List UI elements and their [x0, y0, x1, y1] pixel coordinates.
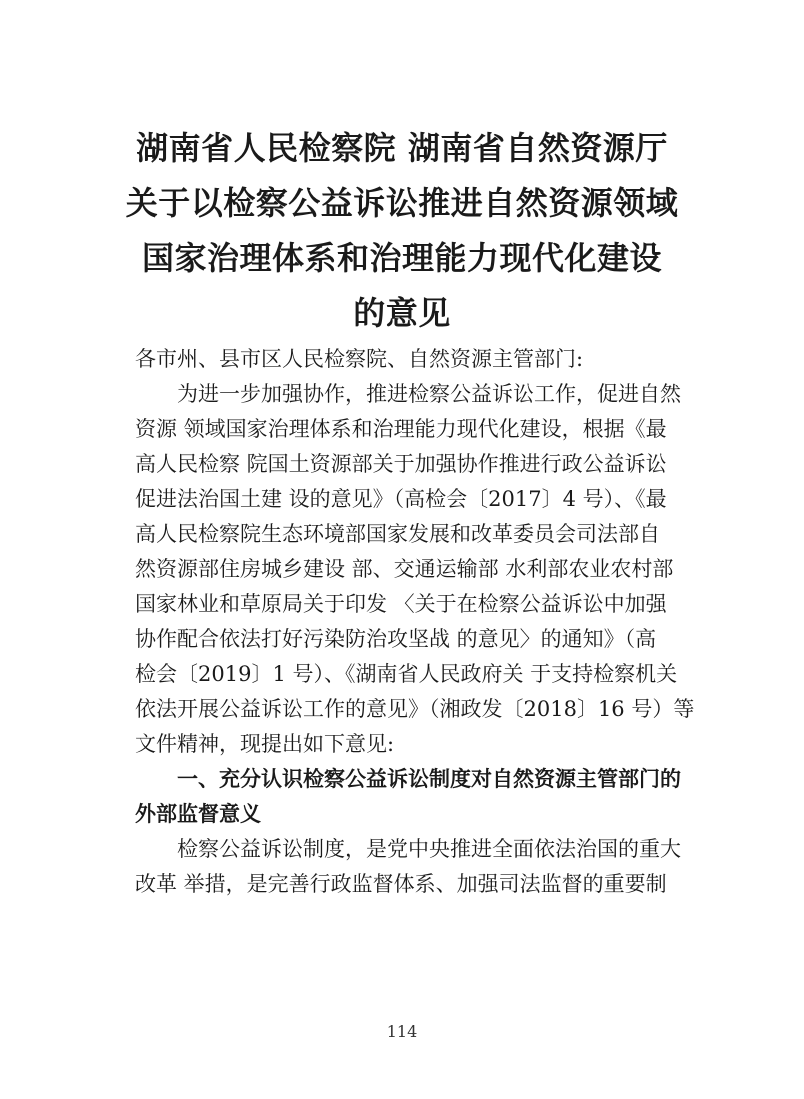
paragraph-line: 检会〔2019〕1 号）、《湖南省人民政府关 于支持检察机关	[135, 662, 678, 686]
heading-line: 一、充分认识检察公益诉讼制度对自然资源主管部门的	[177, 767, 681, 791]
title-line: 湖南省人民检察院 湖南省自然资源厅	[136, 129, 668, 167]
paragraph-line: 然资源部住房城乡建设 部、交通运输部 水利部农业农村部	[135, 557, 674, 581]
paragraph-1	[135, 377, 695, 762]
title-line: 的意见	[353, 294, 451, 332]
paragraph-line: 协作配合依法打好污染防治攻坚战 的意见〉的通知》（高	[135, 627, 657, 651]
paragraph-line: 促进法治国土建 设的意见》（高检会〔2017〕4 号）、《最	[135, 487, 667, 511]
paragraph-line: 文件精神，现提出如下意见:	[135, 732, 395, 756]
section-1-heading	[135, 762, 695, 832]
document-body	[135, 342, 695, 902]
paragraph-line: 资源 领域国家治理体系和治理能力现代化建设，根据《最	[135, 417, 667, 441]
document-title	[0, 121, 804, 341]
addressee: 各市州、县市区人民检察院、自然资源主管部门:	[135, 347, 584, 371]
heading-line: 外部监督意义	[135, 802, 261, 826]
paragraph-line: 改革 举措，是完善行政监督体系、加强司法监督的重要制	[135, 872, 667, 896]
title-line: 国家治理体系和治理能力现代化建设	[141, 239, 662, 277]
page-number: 114	[386, 1022, 418, 1041]
paragraph-line: 依法开展公益诉讼工作的意见》（湘政发〔2018〕16 号）等	[135, 697, 695, 721]
paragraph-2	[135, 832, 695, 902]
paragraph-line: 为进一步加强协作，推进检察公益诉讼工作，促进自然	[177, 382, 681, 406]
title-line: 关于以检察公益诉讼推进自然资源领域	[125, 184, 679, 222]
paragraph-line: 检察公益诉讼制度，是党中央推进全面依法治国的重大	[177, 837, 681, 861]
paragraph-line: 高人民检察 院国土资源部关于加强协作推进行政公益诉讼	[135, 452, 667, 476]
paragraph-line: 高人民检察院生态环境部国家发展和改革委员会司法部自	[135, 522, 660, 546]
paragraph-line: 国家林业和草原局关于印发 〈关于在检察公益诉讼中加强	[135, 592, 667, 616]
